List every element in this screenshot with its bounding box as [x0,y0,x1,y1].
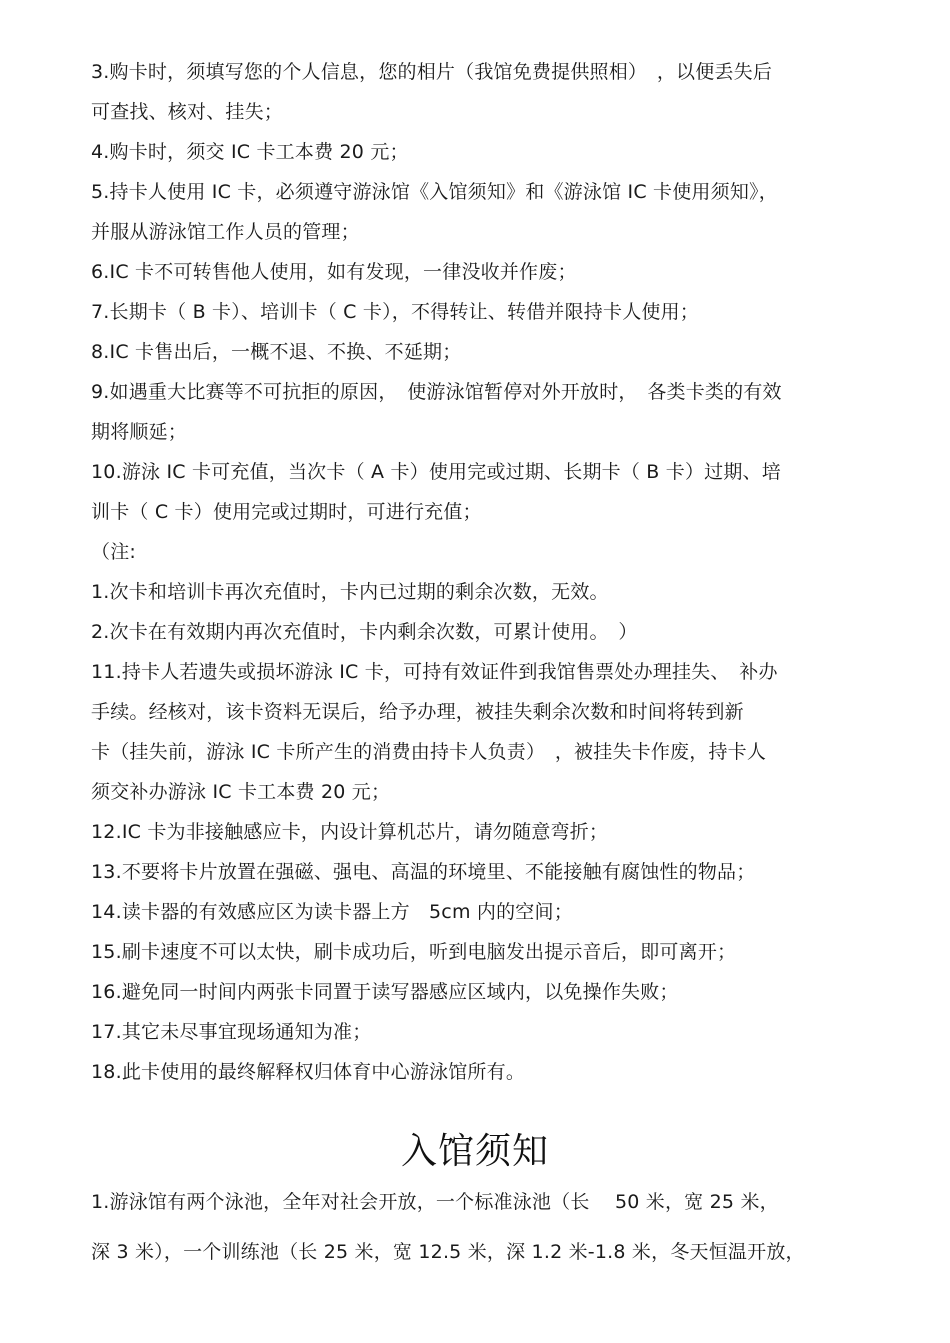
rule-line-12: 训卡（ C 卡）使用完或过期时，可进行充值； [91,501,482,523]
rule-line-16: 11.持卡人若遗失或损坏游泳 IC 卡，可持有效证件到我馆售票处办理挂失、 补办 [91,661,778,683]
rule-line-19: 须交补办游泳 IC 卡工本费 20 元； [91,781,391,803]
rule-line-26: 18.此卡使用的最终解释权归体育中心游泳馆所有。 [91,1061,526,1083]
rule-line-4: 5.持卡人使用 IC 卡，必须遵守游泳馆《入馆须知》和《游泳馆 IC 卡使用须知》， [91,181,778,203]
section-line-1: 1.游泳馆有两个泳池，全年对社会开放，一个标准泳池（长 50 米，宽 25 米， [91,1191,779,1213]
rule-line-15: 2.次卡在有效期内再次充值时，卡内剩余次数，可累计使用。 ） [91,621,638,643]
section-heading: 入馆须知 [400,1131,549,1172]
rule-line-20: 12.IC 卡为非接触感应卡，内设计算机芯片，请勿随意弯折； [91,821,609,843]
rule-line-1: 3.购卡时，须填写您的个人信息，您的相片（我馆免费提供照相） ，以便丢失后 [91,61,773,83]
rule-line-21: 13.不要将卡片放置在强磁、强电、高温的环境里、不能接触有腐蚀性的物品； [91,861,756,883]
rule-line-18: 卡（挂失前，游泳 IC 卡所产生的消费由持卡人负责） ，被挂失卡作废，持卡人 [91,741,767,763]
rule-line-14: 1.次卡和培训卡再次充值时，卡内已过期的剩余次数，无效。 [91,581,609,603]
rule-line-8: 8.IC 卡售出后，一概不退、不换、不延期； [91,341,462,363]
rule-line-13: （注: [91,541,137,563]
rule-line-23: 15.刷卡速度不可以太快，刷卡成功后，听到电脑发出提示音后，即可离开； [91,941,737,963]
rule-line-9: 9.如遇重大比赛等不可抗拒的原因， 使游泳馆暂停对外开放时， 各类卡类的有效 [91,381,782,403]
rule-line-7: 7.长期卡（ B 卡）、培训卡（ C 卡），不得转让、转借并限持卡人使用； [91,301,699,323]
rule-line-6: 6.IC 卡不可转售他人使用，如有发现，一律没收并作废； [91,261,577,283]
rule-line-22: 14.读卡器的有效感应区为读卡器上方 5cm 内的空间； [91,901,573,923]
rule-line-25: 17.其它未尽事宜现场通知为准； [91,1021,372,1043]
rule-line-24: 16.避免同一时间内两张卡同置于读写器感应区域内，以免操作失败； [91,981,679,1003]
section-line-2: 深 3 米），一个训练池（长 25 米，宽 12.5 米，深 1.2 米-1.8 米，冬天恒温开放， [91,1241,805,1263]
rule-line-3: 4.购卡时，须交 IC 卡工本费 20 元； [91,141,409,163]
rule-line-10: 期将顺延； [91,421,188,443]
rule-line-2: 可查找、核对、挂失； [91,101,284,123]
rule-line-11: 10.游泳 IC 卡可充值，当次卡（ A 卡）使用完或过期、长期卡（ B 卡）过期、培 [91,461,781,483]
rule-line-17: 手续。经核对，该卡资料无误后，给予办理，被挂失剩余次数和时间将转到新 [91,701,744,723]
rule-line-5: 并服从游泳馆工作人员的管理； [91,221,360,243]
